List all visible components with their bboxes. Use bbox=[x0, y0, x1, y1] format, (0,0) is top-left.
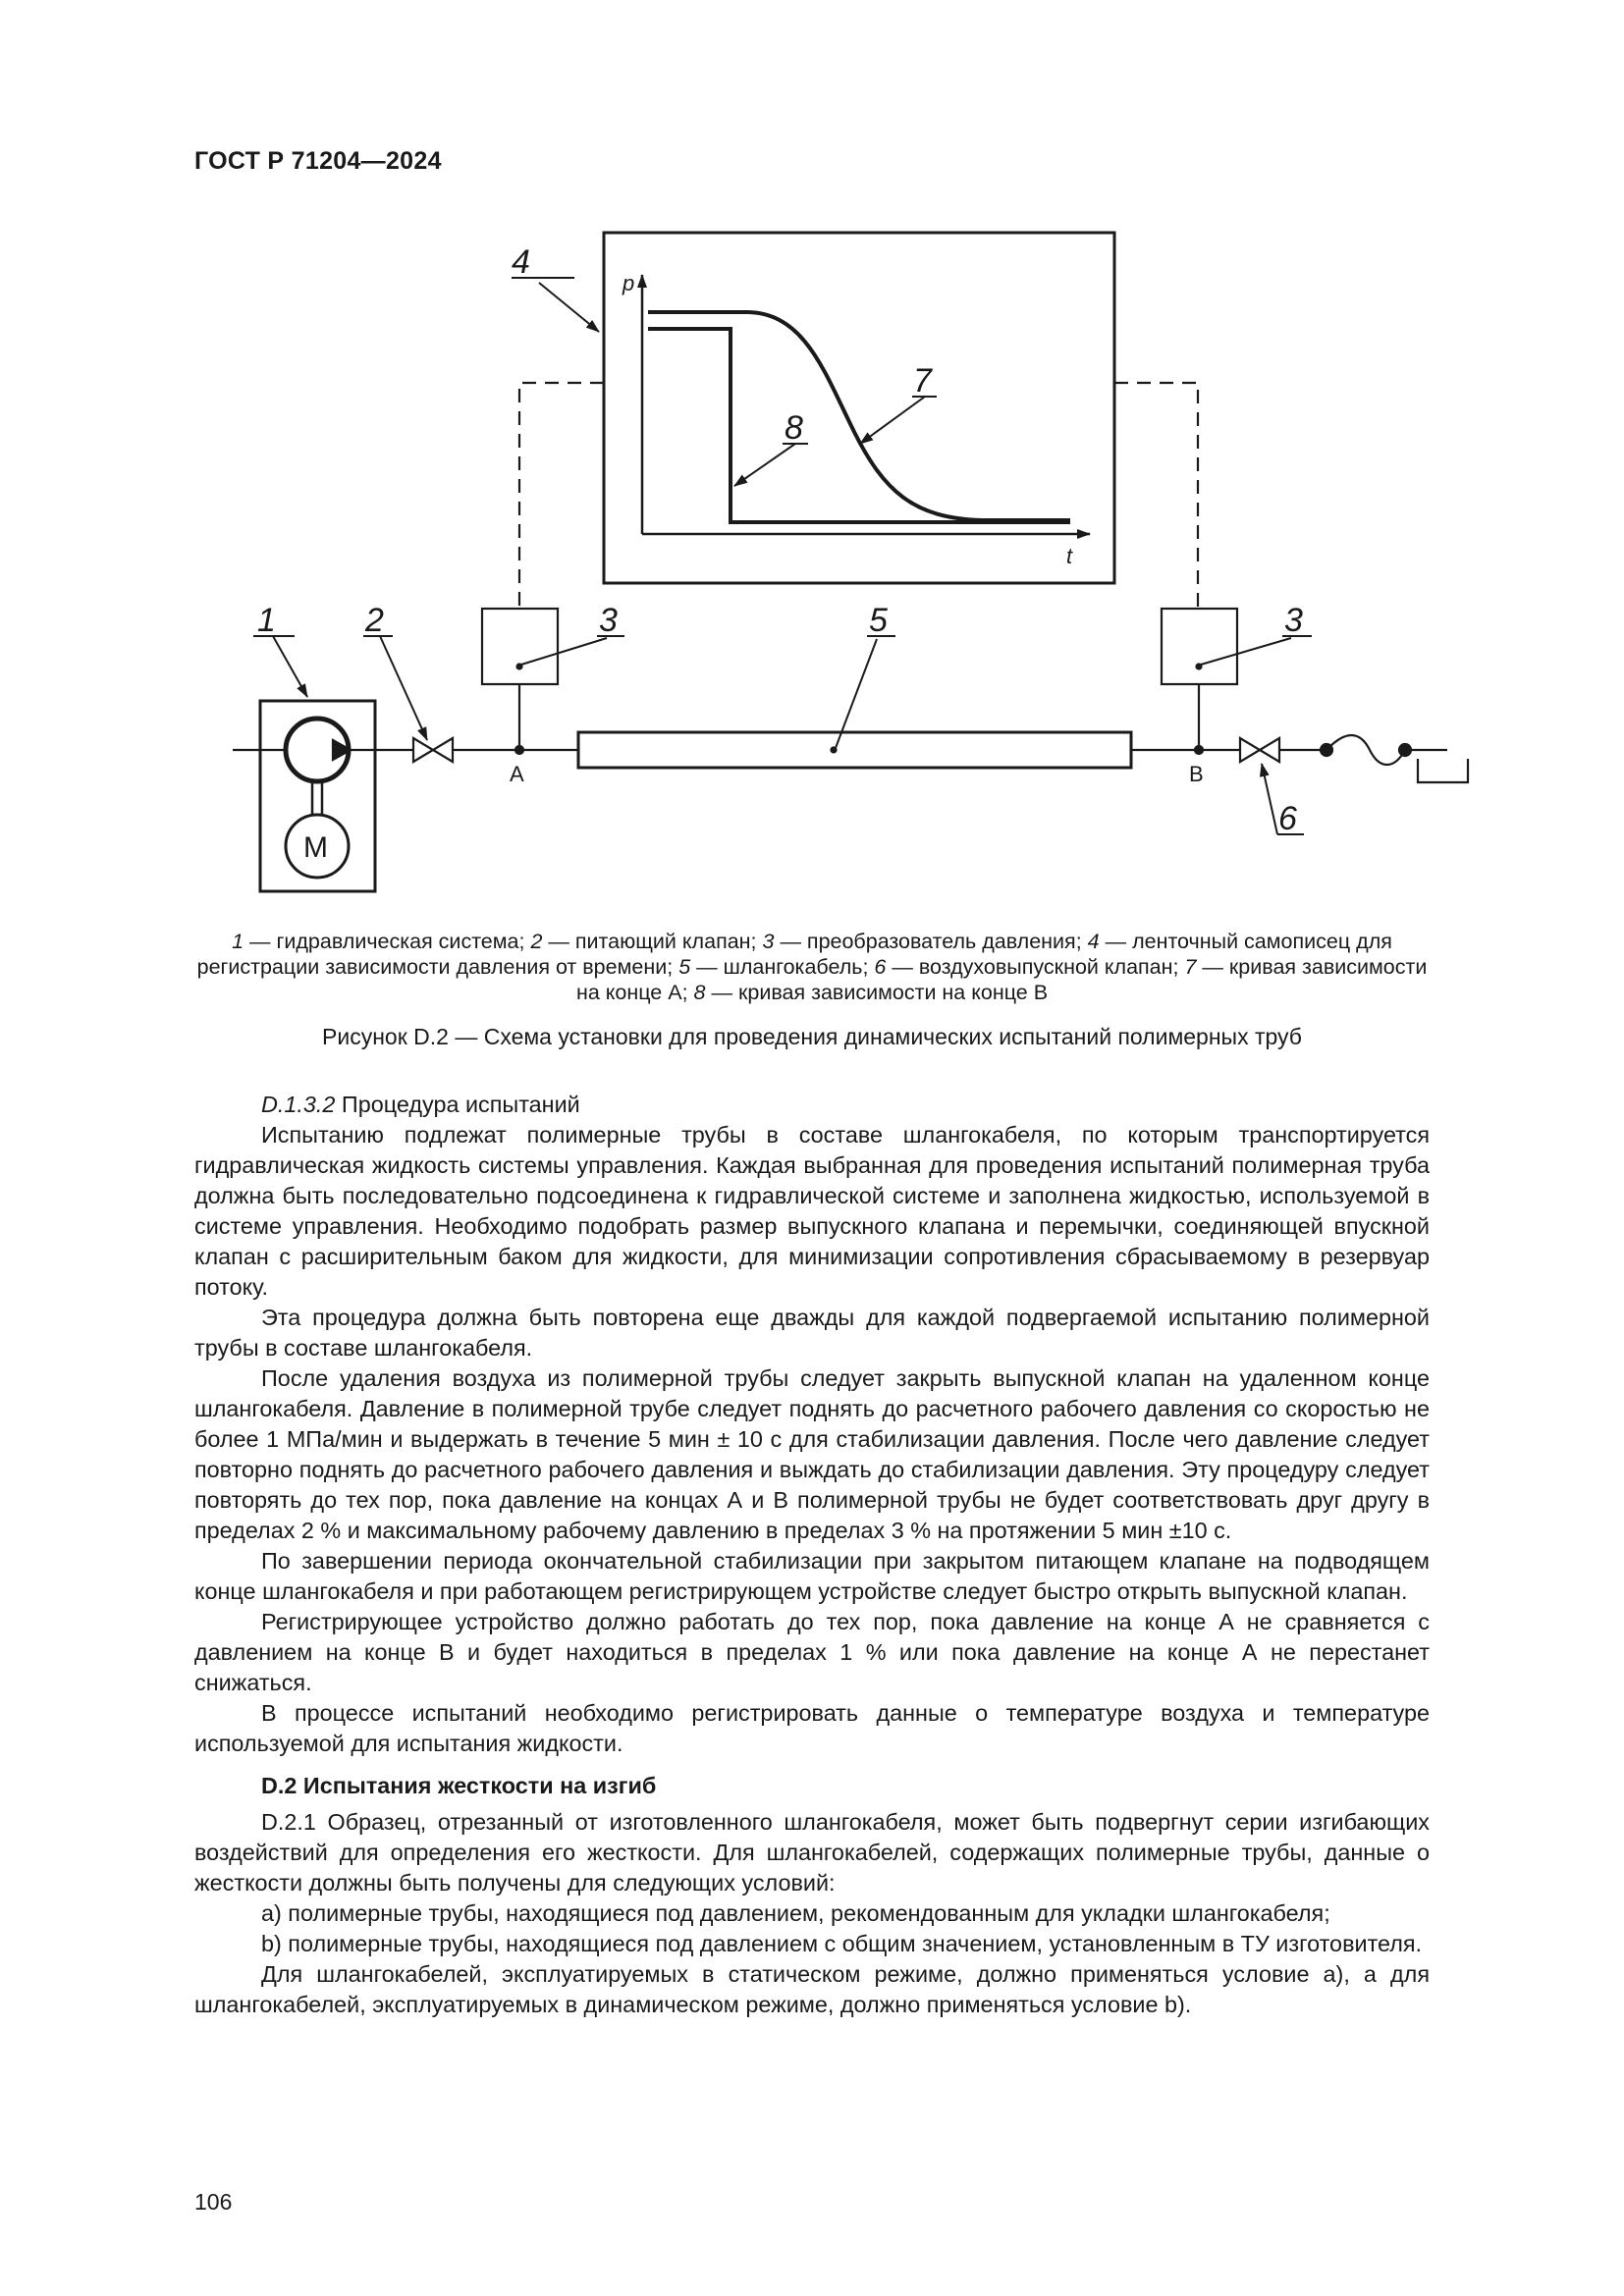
paragraph: По завершении периода окончательной стабилизации при закрытом питающем клапане на подводящем конце шлангокабеля и при работающем регистрирующем устройстве следует быстро открыть выпускной клапан. bbox=[194, 1548, 1430, 1604]
pressure-transducer-b bbox=[1162, 609, 1237, 684]
axis-p-label: p bbox=[623, 271, 635, 295]
document-body bbox=[194, 1090, 1430, 2020]
callout-1: 1 bbox=[257, 602, 276, 639]
dashed-link-right bbox=[1114, 383, 1198, 609]
air-release-valve bbox=[1240, 738, 1279, 762]
point-a-label: A bbox=[510, 762, 524, 786]
axis-t-label: t bbox=[1066, 544, 1073, 568]
list-item: a) полимерные трубы, находящиеся под давлением, рекомендованным для укладки шлангокабеля; bbox=[261, 1900, 1330, 1926]
paragraph: Регистрирующее устройство должно работать до тех пор, пока давление на конце А не сравняется с давлением на конце В и будет находиться в пределах 1 % или пока давление на конце А не перестанет снижаться. bbox=[194, 1609, 1430, 1695]
test-setup-diagram bbox=[0, 0, 1624, 923]
paragraph: D.2.1 Образец, отрезанный от изготовленного шлангокабеля, может быть подвергнут серии изгибающих воздействий для определения его жесткости. Для шлангокабелей, содержащих полимерные трубы, данные о жесткости должны быть получены для следующих условий: bbox=[194, 1809, 1430, 1896]
paragraph: Испытанию подлежат полимерные трубы в составе шлангокабеля, по которым транспортируется гидравлическая жидкость системы управления. Каждая выбранная для проведения испытаний полимерная труба должна быть последовательно подсоединена к гидравлической системе и заполнена жидкостью, используемой в системе управления. Необходимо подобрать размер выпускного клапана и перемычки, соединяющей впускной клапан с расширительным баком для жидкости, для минимизации сопротивления сбрасываемому в резервуар потоку. bbox=[194, 1122, 1430, 1300]
figure-caption: Рисунок D.2 — Схема установки для проведения динамических испытаний полимерных труб bbox=[322, 1024, 1302, 1049]
callout-2: 2 bbox=[365, 602, 384, 639]
curve-end-a bbox=[648, 312, 1070, 520]
callout-7: 7 bbox=[913, 362, 932, 400]
page-number: 106 bbox=[194, 2189, 233, 2215]
callout-3a: 3 bbox=[599, 602, 618, 639]
umbilical-pipe bbox=[578, 732, 1131, 768]
point-b-label: B bbox=[1189, 762, 1204, 786]
document-header: ГОСТ Р 71204—2024 bbox=[194, 147, 442, 175]
paragraph: После удаления воздуха из полимерной трубы следует закрыть выпускной клапан на удаленном конце шлангокабеля. Давление в полимерной трубе следует поднять до расчетного рабочего давления со скоростью не более 1 МПа/мин и выдержать в течение 5 мин ± 10 с для стабилизации давления. После чего давление следует повторно поднять до расчетного рабочего давления и выждать до стабилизации давления. Эту процедуру следует повторять до тех пор, пока давление на концах А и В полимерной трубы не будет соответствовать друг другу в пределах 2 % и максимальному рабочему давлению в пределах 3 % на протяжении 5 мин ±10 с. bbox=[194, 1365, 1430, 1543]
motor-label: M bbox=[303, 831, 328, 864]
flexible-hose bbox=[1326, 735, 1405, 765]
list-item: b) полимерные трубы, находящиеся под давлением с общим значением, установленным в ТУ изготовителя. bbox=[261, 1931, 1423, 1956]
section-heading: D.2 Испытания жесткости на изгиб bbox=[261, 1773, 657, 1798]
callout-8: 8 bbox=[785, 409, 803, 447]
figure-legend: 1 — гидравлическая система; 2 — питающий клапан; 3 — преобразователь давления; 4 — ленточный самописец для регистрации зависимости давления от времени; 5 — шлангокабель; 6 — воздуховыпускной клапан; 7 — кривая зависимости на конце А; 8 — кривая зависимости на конце В bbox=[196, 930, 1428, 1004]
reservoir bbox=[1418, 759, 1468, 782]
curve-end-b bbox=[648, 329, 1070, 522]
callout-5: 5 bbox=[869, 602, 888, 639]
paragraph: Для шлангокабелей, эксплуатируемых в статическом режиме, должно применяться условие a), а для шлангокабелей, эксплуатируемых в динамическом режиме, должно применяться условие b). bbox=[194, 1961, 1430, 2017]
dashed-link-left bbox=[519, 383, 604, 609]
paragraph: В процессе испытаний необходимо регистрировать данные о температуре воздуха и температуре используемой для испытания жидкости. bbox=[194, 1700, 1430, 1756]
paragraph: Эта процедура должна быть повторена еще дважды для каждой подвергаемой испытанию полимерной трубы в составе шлангокабеля. bbox=[194, 1305, 1430, 1361]
callout-6: 6 bbox=[1278, 800, 1297, 837]
pressure-transducer-a bbox=[482, 609, 558, 684]
recorder-box bbox=[604, 233, 1114, 583]
subsection-title: D.1.3.2 Процедура испытаний bbox=[261, 1092, 580, 1117]
callout-3b: 3 bbox=[1284, 602, 1303, 639]
callout-4: 4 bbox=[512, 243, 530, 281]
supply-valve bbox=[413, 738, 453, 762]
